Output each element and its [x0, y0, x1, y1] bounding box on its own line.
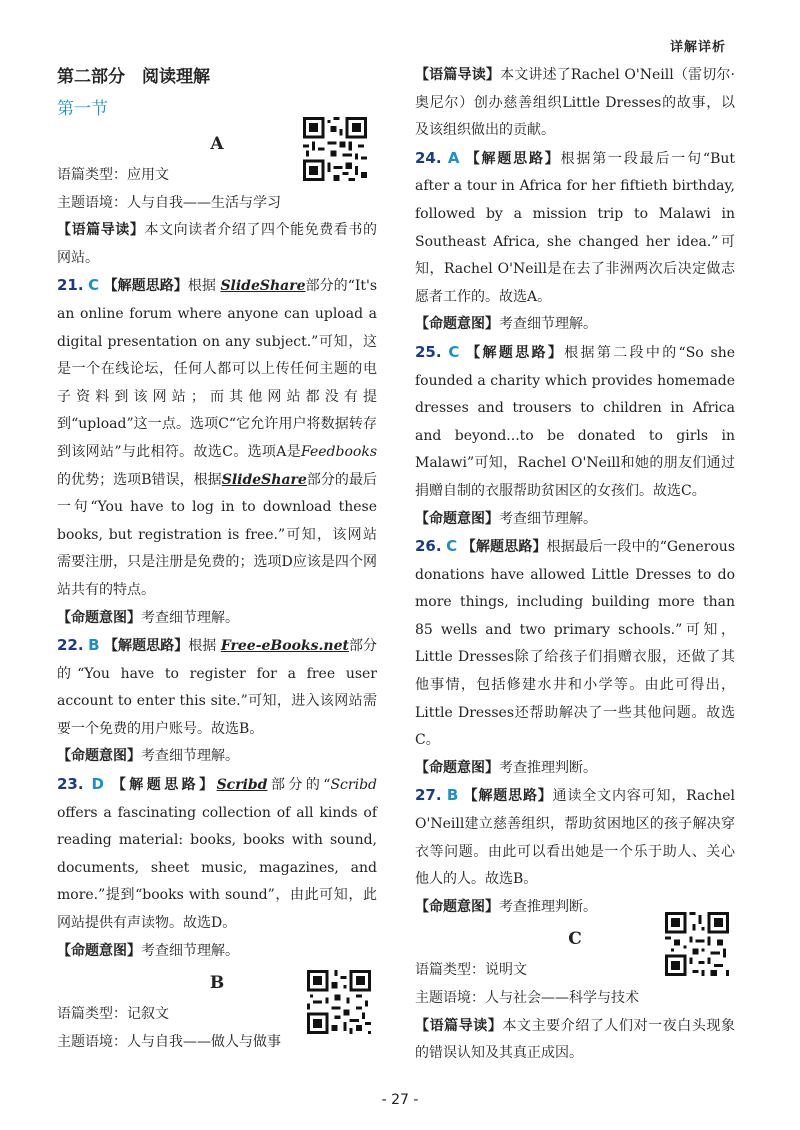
intent-label: 【命题意图】 — [57, 609, 141, 626]
intent-22 — [57, 743, 377, 771]
part-title: 第二部分 阅读理解 — [57, 67, 210, 87]
intent-24 — [415, 311, 735, 339]
site-name: SlideShare — [221, 471, 307, 488]
intent-text: 考查细节理解。 — [499, 510, 597, 527]
answer-letter: B — [446, 786, 459, 805]
passage-guide-a — [57, 217, 377, 272]
solution-text: offers a fascinating collection of all kinds of reading material: books, books with sound, documents, sheet music, magazines, and more.”提到“books with sound”，由此可知，此网站提供有声读物。故选D。 — [57, 804, 377, 932]
solution-label: 【解题思路】 — [104, 638, 189, 655]
solution-label: 【解题思路】 — [463, 788, 553, 805]
answer-letter: D — [91, 775, 104, 794]
solution-label: 【解题思路】 — [465, 150, 561, 167]
solution-text: 根据最后一段中的“Generous donations have allowed Little Dresses to do more things, including building more than 85 wells and two primary schools.”可知，Little Dresses除了给孩子们捐赠衣服，还做了其他事情，包括修建水井和小学等。由此可得出，Little Dresses还帮助解决了一些其他问题。故选C。 — [415, 539, 735, 749]
passage-letter-a: A — [210, 134, 224, 154]
solution-text: 部分的“ — [267, 777, 331, 794]
solution-text: 部分的最后一句“You have to log in to download these books, but registration is free.”可知，该网站需要注册，只是注册是免费的；选项D应该是四个网站共有的特点。 — [57, 471, 377, 598]
qr-code-icon[interactable] — [665, 912, 729, 976]
answer-letter: C — [446, 537, 458, 556]
solution-text: 根据第一段最后一句“But after a tour in Africa for her fiftieth birthday, followed by a mission trip to Malawi in Southeast Africa, she changed her idea.”可知，Rachel O'Neill是在去了非洲两次后决定做志愿者工作的。故选A。 — [415, 150, 735, 305]
intent-label: 【命题意图】 — [57, 942, 141, 959]
solution-text: 的优势；选项B错误，根据 — [57, 471, 222, 488]
question-27 — [415, 782, 735, 893]
question-number: 27. — [415, 786, 442, 805]
site-name: Scribd — [330, 777, 377, 794]
passage-letter-b: B — [209, 973, 225, 994]
site-name: SlideShare — [220, 278, 306, 295]
left-column — [57, 62, 377, 1056]
guide-label: 【语篇导读】 — [57, 222, 145, 239]
qr-code-icon[interactable] — [303, 117, 367, 181]
answer-letter: A — [447, 148, 460, 167]
site-name: Scribd — [216, 777, 268, 794]
solution-text: 通读全文内容可知，Rachel O'Neill建立慈善组织，帮助贫困地区的孩子解决穿衣等问题。由此可以看出她是一个乐于助人、关心他人的人。故选B。 — [415, 788, 736, 888]
intent-text: 考查细节理解。 — [141, 748, 239, 765]
question-number: 23. — [57, 775, 84, 794]
passage-guide-b — [415, 62, 735, 145]
intent-text: 考查推理判断。 — [499, 898, 597, 915]
header-title: 详解详析 — [669, 40, 726, 55]
passage-type-a: 语篇类型：应用文 — [57, 167, 169, 183]
question-25 — [415, 339, 735, 506]
question-26 — [415, 533, 735, 755]
question-number: 24. — [415, 148, 442, 167]
section-title: 第一节 — [57, 99, 108, 119]
solution-label: 【解题思路】 — [103, 278, 188, 295]
solution-label: 【解题思路】 — [461, 539, 547, 556]
guide-label: 【语篇导读】 — [415, 67, 501, 83]
solution-text: 部分的“It's an online forum where anyone can upload a digital presentation on any subject.”可知，这是一个在线论坛，任何人都可以上传任何主题的电子资料到该网站；而其他网站都没有提到“upload”这一点。选项C“它允许用户将数据转存到该网站”与此相符。故选C。选项A是 — [57, 278, 378, 460]
solution-text: 根据第二段中的“So she founded a charity which provides homemade dresses and trousers to children in Africa and beyond...to be donated to girls in Malawi”可知，Rachel O'Neill和她的朋友们通过捐赠自制的衣服帮助贫困区的女孩们。故选C。 — [415, 344, 736, 499]
passage-context-b: 主题语境：人与自我——做人与做事 — [57, 1033, 281, 1050]
intent-25 — [415, 506, 735, 534]
intent-label: 【命题意图】 — [415, 759, 499, 776]
intent-text: 考查细节理解。 — [141, 942, 239, 959]
intent-text: 考查细节理解。 — [499, 316, 597, 333]
intent-label: 【命题意图】 — [415, 898, 499, 915]
answer-letter: C — [88, 276, 100, 295]
question-number: 26. — [415, 537, 442, 556]
question-number: 22. — [57, 636, 84, 655]
intent-23 — [57, 938, 377, 966]
question-24 — [415, 145, 735, 312]
site-name: Feedbooks — [301, 443, 377, 460]
page-number: - 27 - — [381, 1092, 419, 1108]
intent-26 — [415, 755, 735, 783]
passage-letter-c: C — [568, 929, 582, 950]
question-number: 25. — [415, 342, 442, 361]
question-21 — [57, 272, 377, 604]
question-number: 21. — [57, 276, 84, 295]
passage-context-a: 主题语境：人与自我——生活与学习 — [57, 194, 281, 211]
site-name: Free-eBooks.net — [220, 638, 349, 655]
guide-text: 本文向读者介绍了四个能免费看书的网站。 — [57, 222, 378, 266]
solution-text: 根据 — [187, 278, 216, 295]
passage-type-b: 语篇类型：记叙文 — [57, 1006, 169, 1023]
intent-21 — [57, 605, 377, 633]
passage-context-c: 主题语境：人与社会——科学与技术 — [415, 990, 639, 1006]
solution-text: 部分的“You have to register for a free user account to enter this site.”可知，进入该网站需要一个免费的用户账号。故选B。 — [57, 638, 378, 737]
passage-guide-c — [415, 1013, 735, 1068]
solution-label: 【解题思路】 — [111, 777, 217, 794]
intent-label: 【命题意图】 — [415, 316, 499, 333]
answer-letter: C — [448, 342, 460, 361]
question-23 — [57, 771, 377, 938]
intent-label: 【命题意图】 — [415, 510, 499, 527]
question-22 — [57, 632, 377, 743]
passage-type-c: 语篇类型：说明文 — [415, 962, 527, 979]
solution-text: 根据 — [188, 638, 217, 655]
qr-code-icon[interactable] — [307, 970, 371, 1034]
solution-label: 【解题思路】 — [466, 344, 565, 361]
answer-letter: B — [88, 636, 100, 655]
intent-label: 【命题意图】 — [57, 748, 141, 765]
intent-text: 考查推理判断。 — [499, 759, 597, 776]
guide-text: 本文主要介绍了人们对一夜白头现象的错误认知及其真正成因。 — [415, 1017, 736, 1062]
intent-text: 考查细节理解。 — [141, 609, 239, 626]
guide-label: 【语篇导读】 — [415, 1017, 503, 1034]
guide-text: 本文讲述了Rachel O'Neill（雷切尔·奥尼尔）创办慈善组织Little Dresses的故事，以及该组织做出的贡献。 — [415, 67, 736, 139]
